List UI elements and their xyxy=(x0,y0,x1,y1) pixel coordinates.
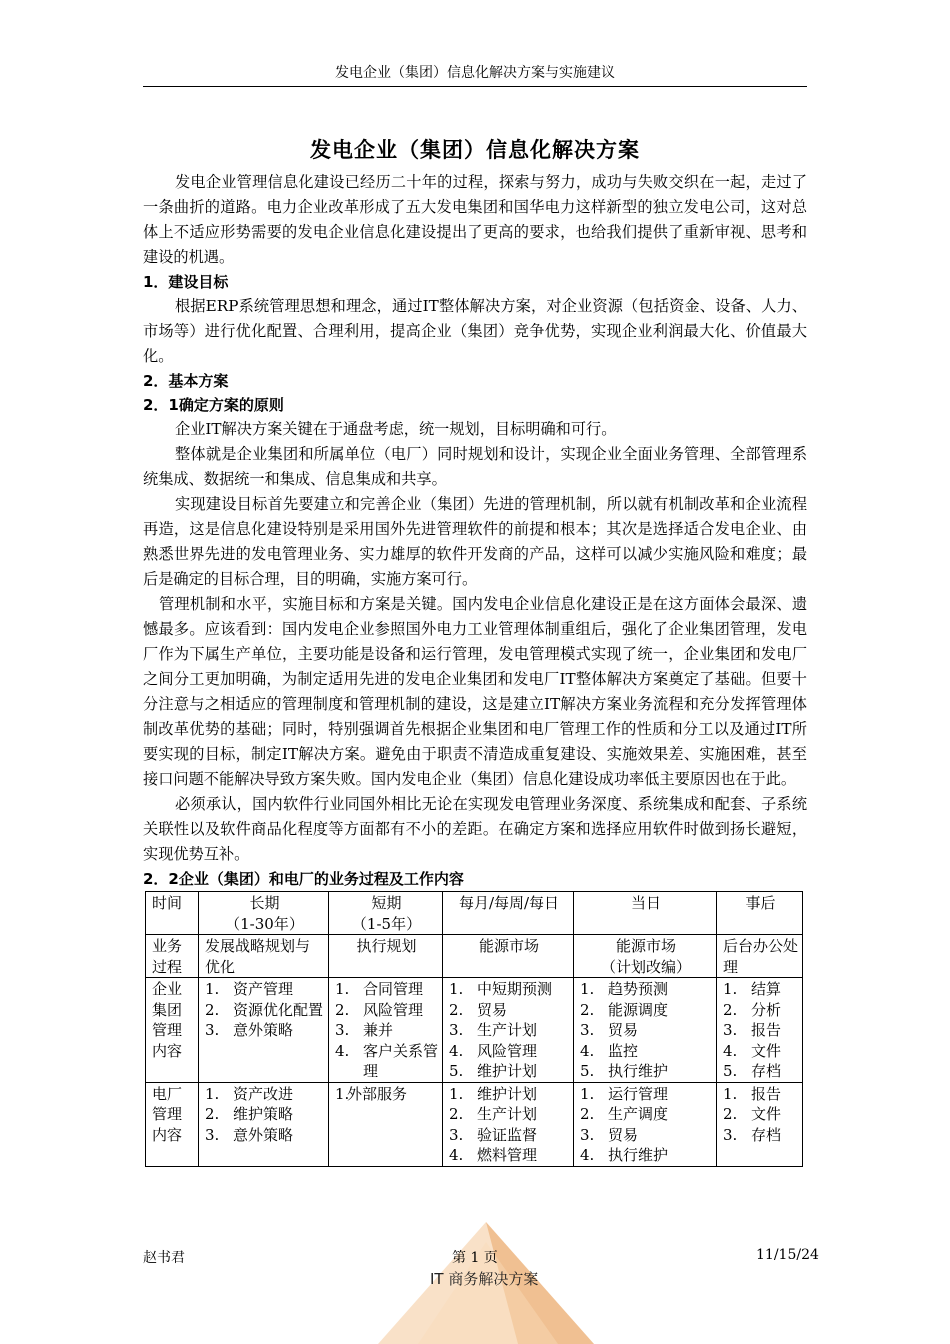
list-item: 3. 生产计划 xyxy=(449,1021,538,1039)
section-2-1-paragraph-2: 整体就是企业集团和所属单位（电厂）同时规划和设计，实现企业全面业务管理、全部管理系统集成、数据统一和集成、信息集成和共享。 xyxy=(143,445,807,488)
list-item: 2. 能源调度 xyxy=(580,1000,669,1019)
table-cell xyxy=(717,1082,803,1166)
table-cell: 能源市场 （计划改编） xyxy=(574,935,717,978)
table-row-enterprise xyxy=(146,978,803,1083)
table-cell: 执行规划 xyxy=(329,935,443,978)
section-1-heading: 1．建设目标 xyxy=(143,273,229,291)
list-item: 3. 报告 xyxy=(723,1021,782,1039)
list-item: 4. 客户关系管理 xyxy=(335,1041,439,1080)
table-cell xyxy=(199,1082,329,1166)
list-item: 1. 运行管理 xyxy=(580,1084,669,1103)
header-cell: 长期 （1-30年） xyxy=(199,892,329,935)
section-2-1-paragraph-5: 必须承认，国内软件行业同国外相比无论在实现发电管理业务深度、系统集成和配套、子系统关联性以及软件商品化程度等方面都有不小的差距。在确定方案和选择应用软件时做到扬长避短，实现优势互补。 xyxy=(143,795,807,863)
header-cell: 时间 xyxy=(146,892,199,935)
footer-date: 11/15/24 xyxy=(756,1247,819,1263)
table-header-row xyxy=(146,892,803,935)
brand-logo-text: IT 商务解决方案 xyxy=(430,1270,539,1288)
list-item: 1. 趋势预测 xyxy=(580,980,669,998)
list-item: 1. 外部服务 xyxy=(335,1084,408,1103)
table-cell xyxy=(443,978,574,1083)
list-item: 1. 结算 xyxy=(723,980,782,998)
table-cell xyxy=(574,1082,717,1166)
header-cell: 每月/每周/每日 xyxy=(443,892,574,935)
list-item: 1. 维护计划 xyxy=(449,1084,538,1103)
table-row-process xyxy=(146,935,803,978)
row-label-cell: 电厂管理内容 xyxy=(146,1082,199,1166)
list-item: 2. 分析 xyxy=(723,1000,782,1019)
section-2-1-paragraph-4: 管理机制和水平，实施目标和方案是关键。国内发电企业信息化建设正是在这方面体会最深、遗憾最多。应该看到：国内发电企业参照国外电力工业管理体制重组后，强化了企业集团管理，发电厂作为下属生产单位，主要功能是设备和运行管理，发电管理模式实现了统一，企业集团和发电厂之间分工更加明确，为制定适用先进的发电企业集团和发电厂IT整体解决方案奠定了基础。但要十分注意与之相适应的管理制度和管理机制的建设，这是建立IT解决方案业务流程和充分发挥管理体制改革优势的基础；同时，特别强调首先根据企业集团和电厂管理工作的性质和分工以及通过IT所要实现的目标，制定IT解决方案。避免由于职责不清造成重复建设、实施效果差、实施困难，甚至接口问题不能解决导致方案失败。国内发电企业（集团）信息化建设成功率低主要原因也在于此。 xyxy=(143,595,807,788)
header-cell: 事后 xyxy=(717,892,803,935)
list-item: 4. 燃料管理 xyxy=(449,1146,538,1164)
header-cell: 当日 xyxy=(574,892,717,935)
table-cell xyxy=(329,978,443,1083)
list-item: 3. 贸易 xyxy=(580,1125,639,1144)
table-cell xyxy=(329,1082,443,1166)
list-item: 5. 维护计划 xyxy=(449,1062,538,1080)
list-item: 1. 资产改进 xyxy=(205,1084,294,1103)
table-cell xyxy=(717,978,803,1083)
list-item: 2. 文件 xyxy=(723,1105,782,1123)
list-item: 3. 意外策略 xyxy=(205,1125,294,1144)
list-item: 1. 中短期预测 xyxy=(449,980,553,998)
footer-author: 赵书君 xyxy=(143,1250,185,1266)
business-process-table xyxy=(145,891,803,1167)
list-item: 4. 文件 xyxy=(723,1041,782,1060)
list-item: 4. 执行维护 xyxy=(580,1146,669,1164)
list-item: 1. 资产管理 xyxy=(205,980,294,998)
list-item: 2. 资源优化配置 xyxy=(205,1000,324,1019)
section-2-heading: 2．基本方案 xyxy=(143,372,229,390)
list-item: 3. 兼并 xyxy=(335,1021,394,1039)
list-item: 5. 存档 xyxy=(723,1062,782,1080)
list-item: 4. 监控 xyxy=(580,1041,639,1060)
intro-paragraph: 发电企业管理信息化建设已经历二十年的过程，探索与努力，成功与失败交织在一起，走过了一条曲折的道路。电力企业改革形成了五大发电集团和国华电力这样新型的独立发电公司，这对总体上不适应形势需要的发电企业信息化建设提出了更高的要求，也给我们提供了重新审视、思考和建设的机遇。 xyxy=(143,173,807,266)
list-item: 3. 贸易 xyxy=(580,1021,639,1039)
list-item: 2. 贸易 xyxy=(449,1000,508,1019)
section-2-1-heading: 2．1确定方案的原则 xyxy=(143,396,284,414)
footer-page-number: 第 1 页 xyxy=(452,1250,498,1266)
table-cell: 发展战略规划与优化 xyxy=(199,935,329,978)
list-item: 1. 报告 xyxy=(723,1084,782,1103)
row-label-cell: 企业集团管理内容 xyxy=(146,978,199,1083)
section-2-2-heading: 2．2企业（集团）和电厂的业务过程及工作内容 xyxy=(143,870,464,888)
table-cell: 业务过程 xyxy=(146,935,199,978)
list-item: 5. 执行维护 xyxy=(580,1062,669,1080)
table-cell xyxy=(574,978,717,1083)
table-cell: 后台办公处理 xyxy=(717,935,803,978)
list-item: 2. 维护策略 xyxy=(205,1105,294,1123)
list-item: 2. 生产计划 xyxy=(449,1105,538,1123)
header-cell: 短期 （1-5年） xyxy=(329,892,443,935)
table-cell: 能源市场 xyxy=(443,935,574,978)
list-item: 3. 意外策略 xyxy=(205,1021,294,1039)
document-title: 发电企业（集团）信息化解决方案 xyxy=(310,138,640,162)
table-cell xyxy=(199,978,329,1083)
section-1-paragraph: 根据ERP系统管理思想和理念，通过IT整体解决方案，对企业资源（包括资金、设备、人力、市场等）进行优化配置、合理利用，提高企业（集团）竞争优势，实现企业利润最大化、价值最大化。 xyxy=(143,297,807,365)
section-2-1-paragraph-1: 企业IT解决方案关键在于通盘考虑，统一规划，目标明确和可行。 xyxy=(175,420,617,438)
page-header: 发电企业（集团）信息化解决方案与实施建议 xyxy=(143,62,807,87)
list-item: 1. 合同管理 xyxy=(335,980,424,998)
list-item: 2. 生产调度 xyxy=(580,1105,669,1123)
list-item: 3. 验证监督 xyxy=(449,1125,538,1144)
document-body xyxy=(143,134,807,1167)
list-item: 2. 风险管理 xyxy=(335,1000,424,1019)
list-item: 4. 风险管理 xyxy=(449,1041,538,1060)
section-2-1-paragraph-3: 实现建设目标首先要建立和完善企业（集团）先进的管理机制，所以就有机制改革和企业流程再造，这是信息化建设特别是采用国外先进管理软件的前提和根本；其次是选择适合发电企业、由熟悉世界先进的发电管理业务、实力雄厚的软件开发商的产品，这样可以减少实施风险和难度；最后是确定的目标合理，目的明确，实施方案可行。 xyxy=(143,495,807,588)
table-row-plant xyxy=(146,1082,803,1166)
list-item: 3. 存档 xyxy=(723,1125,782,1144)
table-cell xyxy=(443,1082,574,1166)
